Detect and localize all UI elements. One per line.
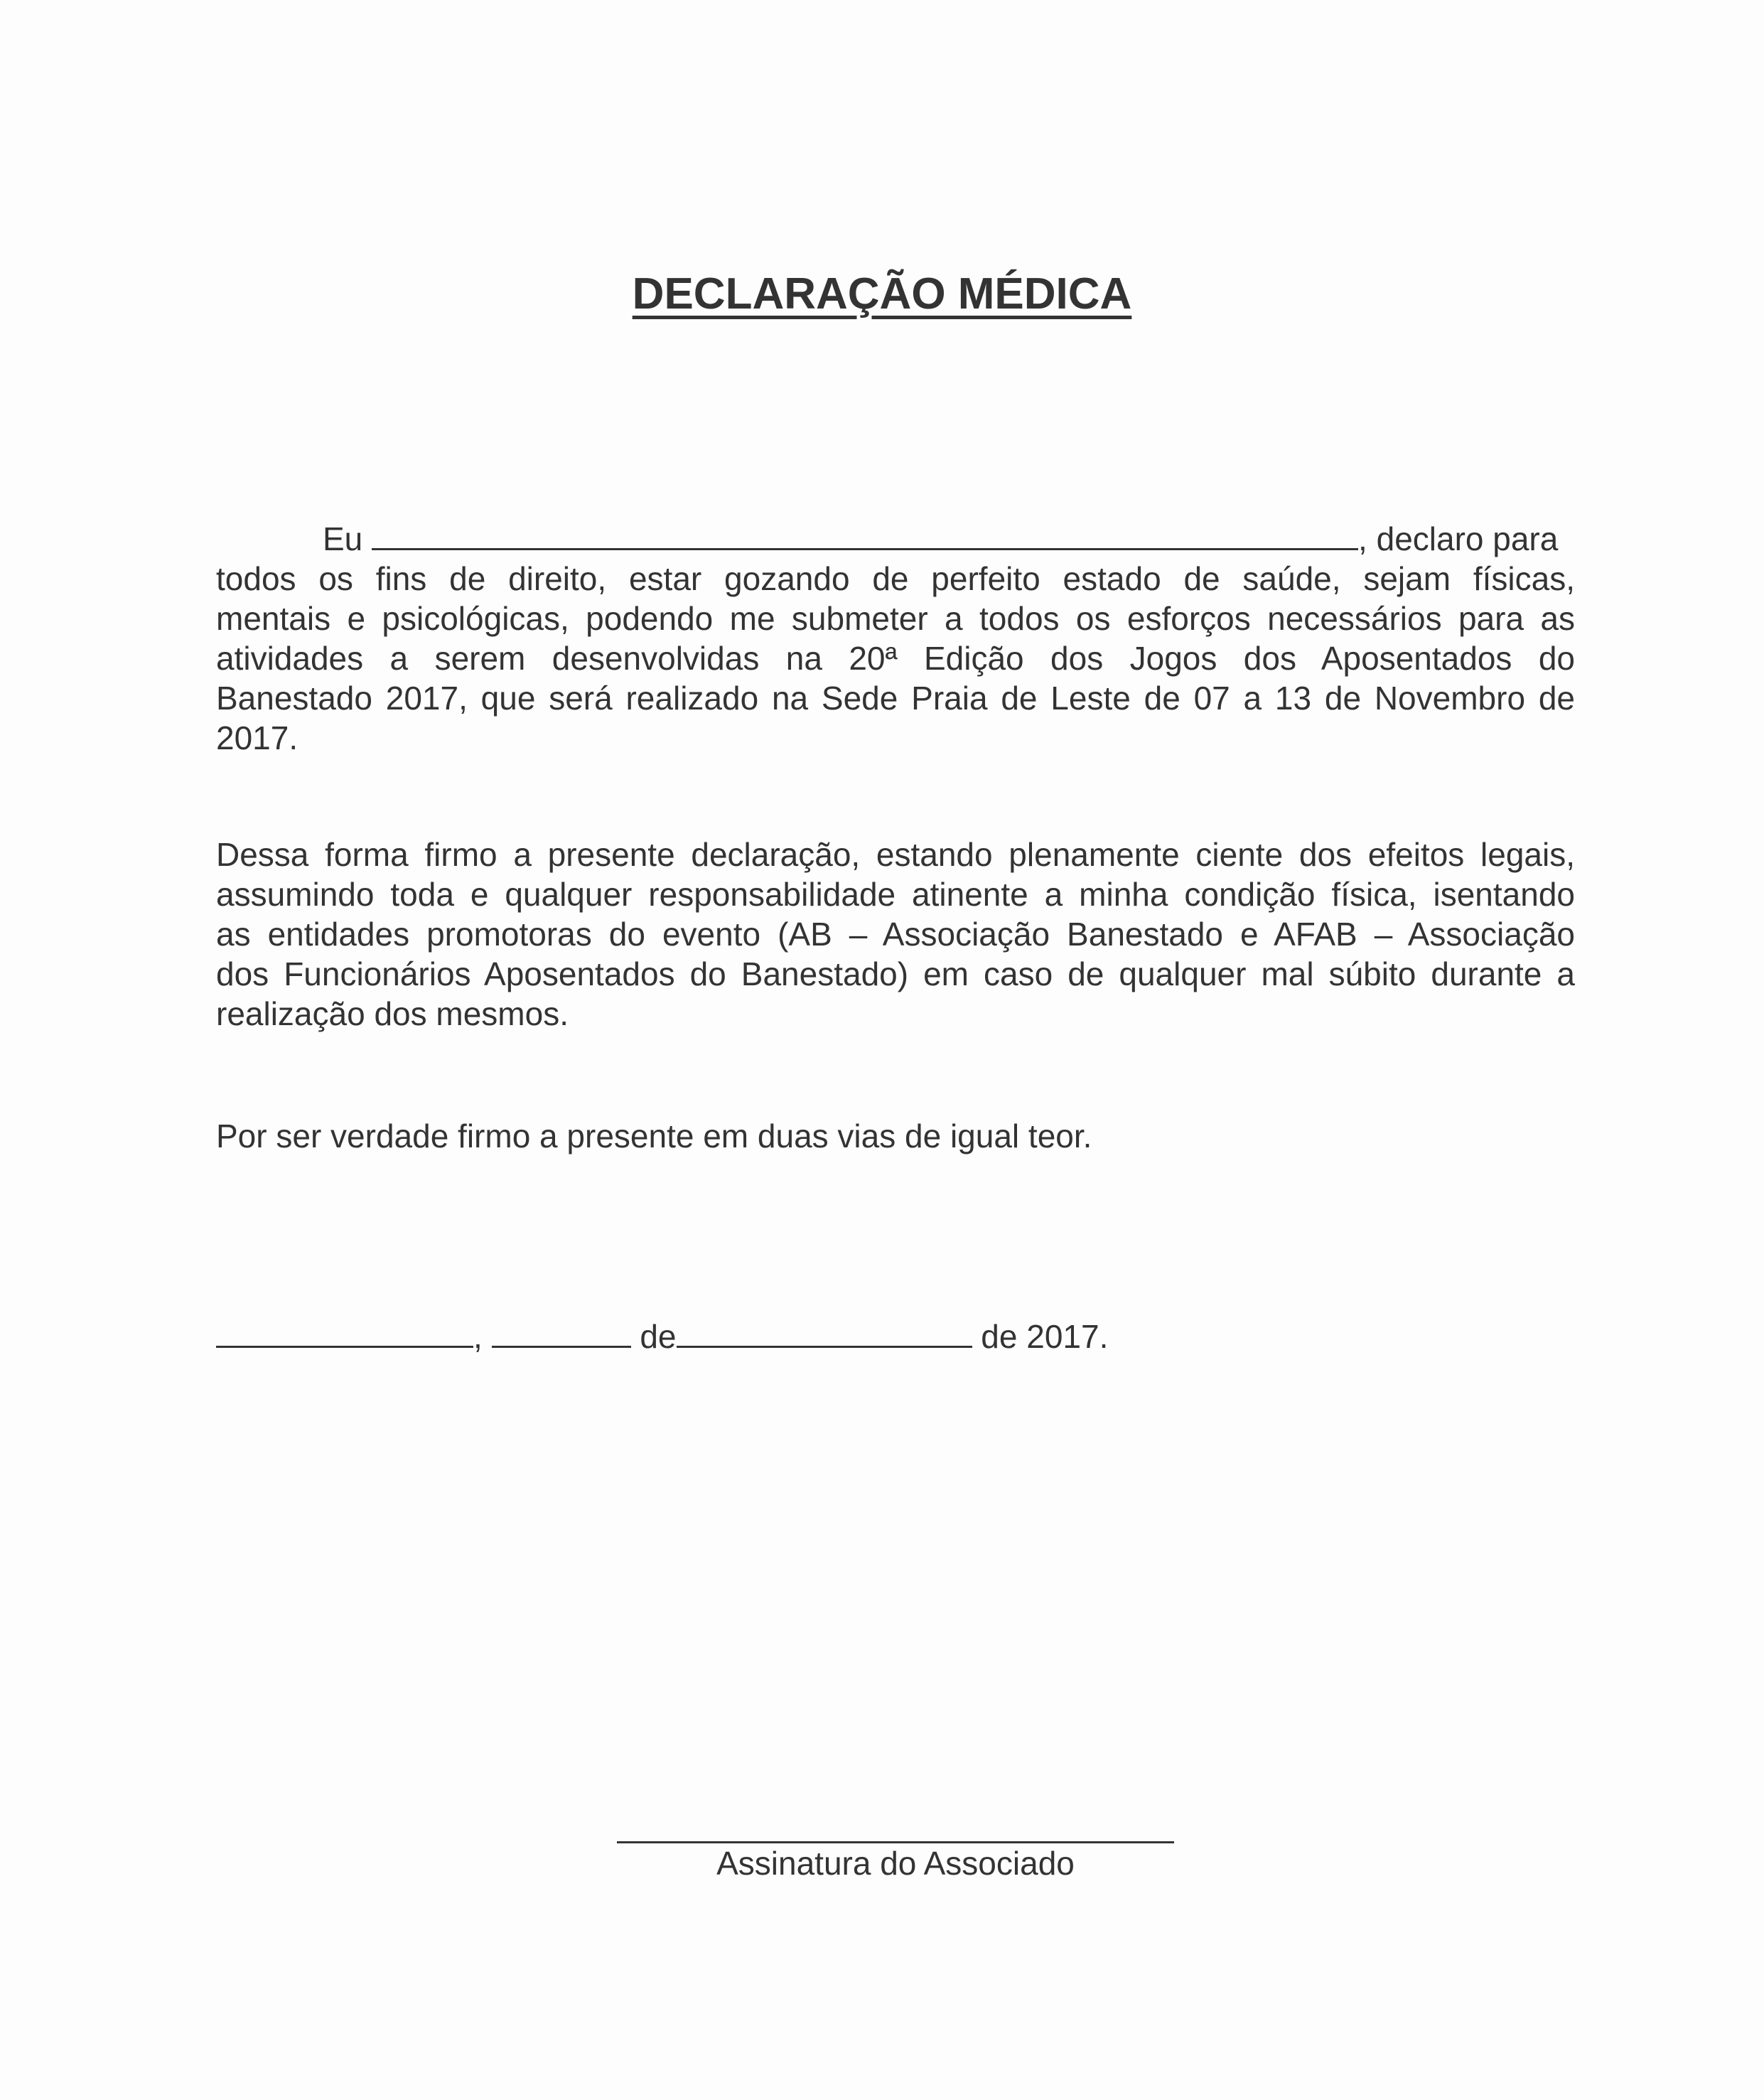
paragraph-line: assumindo toda e qualquer responsabilidade atinente a minha condição física, isentando [216, 876, 1575, 913]
paragraph-line: Dessa forma firmo a presente declaração, estando plenamente ciente dos efeitos legais, [216, 836, 1575, 873]
document-title [0, 269, 1764, 319]
date-line [216, 1317, 1108, 1356]
signature-label: Assinatura do Associado [716, 1845, 1075, 1882]
paragraph-truth-statement [216, 1116, 1575, 1156]
paragraph-line: as entidades promotoras do evento (AB – Associação Banestado e AFAB – Associação [216, 916, 1575, 953]
eu-label: Eu [323, 520, 363, 557]
paragraph-line: realização dos mesmos. [216, 995, 569, 1032]
date-year-text: de 2017. [981, 1318, 1109, 1355]
paragraph-line: Por ser verdade firmo a presente em duas vias de igual teor. [216, 1118, 1092, 1155]
signature-block [617, 1841, 1174, 1883]
paragraph-line: atividades a serem desenvolvidas na 20ª Edição dos Jogos dos Aposentados do [216, 640, 1575, 677]
paragraph-line: Banestado 2017, que será realizado na Sede Praia de Leste de 07 a 13 de Novembro de [216, 680, 1575, 717]
day-blank-field[interactable] [492, 1317, 631, 1348]
date-comma: , [473, 1318, 483, 1355]
name-blank-field[interactable] [372, 520, 1358, 550]
paragraph-liability [216, 835, 1575, 1034]
declaro-text: , declaro para [1358, 520, 1559, 557]
paragraph-declaration [216, 519, 1575, 758]
paragraph-line: dos Funcionários Aposentados do Banestado) em caso de qualquer mal súbito durante a [216, 955, 1575, 992]
paragraph-line: todos os fins de direito, estar gozando de perfeito estado de saúde, sejam físicas, [216, 560, 1575, 597]
title-text: DECLARAÇÃO MÉDICA [632, 269, 1132, 318]
paragraph-line [216, 519, 1575, 559]
date-de-text: de [640, 1318, 677, 1355]
month-blank-field[interactable] [677, 1317, 972, 1348]
paragraph-line: mentais e psicológicas, podendo me submeter a todos os esforços necessários para as [216, 600, 1575, 637]
city-blank-field[interactable] [216, 1317, 473, 1348]
paragraph-line: 2017. [216, 719, 299, 756]
